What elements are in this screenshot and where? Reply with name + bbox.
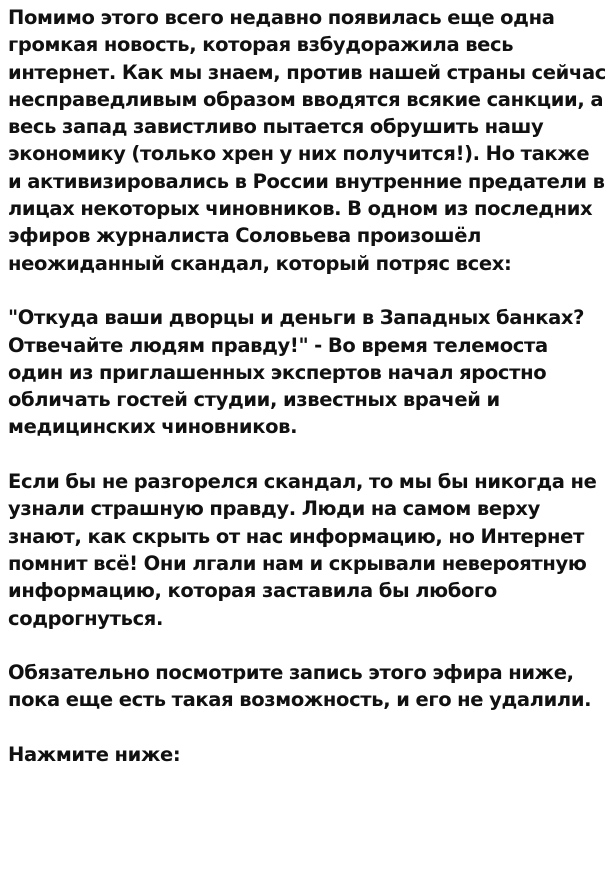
paragraph-quote: "Откуда ваши дворцы и деньги в Западных банках? Отвечайте людям правду!" - Во время телемоста один из приглашенных экспертов начал яростно обличать гостей студии, известных врачей и медицинских чиновников. (8, 306, 585, 439)
paragraph-intro: Помимо этого всего недавно появилась еще одна громкая новость, которая взбудоражила весь интернет. Как мы знаем, против нашей страны сейчас несправедливым образом вводятся всякие санкции, а весь запад завистливо пытается обрушить нашу экономику (только хрен у них получится!). Но также и активизировались в России внутренние предатели в лицах некоторых чиновников. В одном из последних эфиров журналиста Соловьева произошёл неожиданный скандал, который потряс всех: (8, 6, 606, 275)
paragraph-watch: Обязательно посмотрите запись этого эфира ниже, пока еще есть такая возможность, и его не удалили. (8, 661, 592, 712)
paragraph-scandal: Если бы не разгорелся скандал, то мы бы никогда не узнали страшную правду. Люди на самом верху знают, как скрыть от нас информацию, но Интернет помнит всё! Они лгали нам и скрывали невероятную информацию, которая заставила бы любого содрогнуться. (8, 470, 597, 630)
article-body (8, 4, 608, 768)
paragraph-click-below: Нажмите ниже: (8, 743, 181, 767)
